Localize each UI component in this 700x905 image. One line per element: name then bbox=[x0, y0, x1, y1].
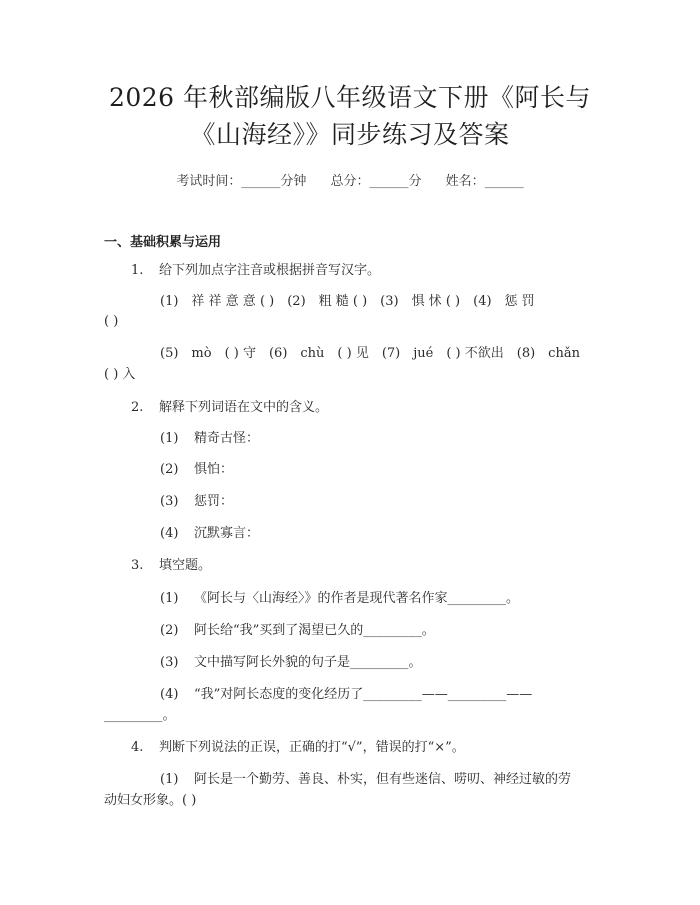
item-text: 阿长给“我”买到了渴望已久的_________。 bbox=[194, 623, 435, 638]
exam-info bbox=[0, 170, 700, 189]
item-number: (3) bbox=[160, 655, 179, 670]
item-text: 沉默寡言： bbox=[194, 526, 260, 541]
item-number: (2) bbox=[160, 623, 179, 638]
item-text: 惩罚： bbox=[194, 494, 234, 509]
question-text: 判断下列说法的正误，正确的打“√”，错误的打“×”。 bbox=[159, 740, 465, 755]
q1-row2: (5) mò ( ) 守 (6) chù ( ) 见 (7) jué ( ) 不欲出 (8) chǎn bbox=[160, 346, 580, 361]
exam-time: 考试时间：______分钟 bbox=[176, 174, 307, 189]
question-number: 3. bbox=[131, 558, 144, 573]
item-number: (1) bbox=[160, 772, 179, 787]
question-2 bbox=[131, 399, 328, 417]
item-text: “我”对阿长态度的变化经历了_________——_________—— bbox=[194, 687, 533, 702]
question-3 bbox=[131, 557, 211, 575]
q4-item-cont: 动妇女形象。( ) bbox=[104, 793, 197, 808]
question-number: 1. bbox=[131, 263, 144, 278]
document-title-line1: 2026 年秋部编版八年级语文下册《阿长与 bbox=[108, 83, 592, 112]
document-title-line2: 《山海经》》同步练习及答案 bbox=[190, 120, 510, 149]
q2-item bbox=[160, 430, 259, 448]
q3-item4-cont: _________。 bbox=[104, 708, 176, 723]
question-text: 填空题。 bbox=[159, 558, 212, 573]
item-number: (1) bbox=[160, 431, 179, 446]
q2-item bbox=[160, 461, 233, 479]
question-1 bbox=[131, 262, 380, 280]
q3-item bbox=[160, 622, 435, 640]
question-number: 2. bbox=[131, 400, 144, 415]
section-heading: 一、基础积累与运用 bbox=[104, 235, 222, 250]
q2-item bbox=[160, 525, 259, 543]
exam-score: 总分：______分 bbox=[330, 174, 422, 189]
q3-item bbox=[160, 590, 519, 608]
q2-item bbox=[160, 493, 233, 511]
q1-row2-cont: ( ) 入 bbox=[104, 367, 136, 382]
q1-row1: (1) 祥 祥 意 意 ( ) (2) 粗 糙 ( ) (3) 惧 怵 ( ) (4) 惩 罚 bbox=[160, 294, 535, 309]
q1-row1-cont: ( ) bbox=[104, 314, 119, 329]
question-text: 给下列加点字注音或根据拼音写汉字。 bbox=[159, 263, 381, 278]
q3-item bbox=[160, 686, 532, 704]
item-text: 文中描写阿长外貌的句子是_________。 bbox=[194, 655, 422, 670]
item-number: (4) bbox=[160, 526, 179, 541]
item-text: 《阿长与〈山海经〉》的作者是现代著名作家_________。 bbox=[194, 591, 520, 606]
item-number: (3) bbox=[160, 494, 179, 509]
question-number: 4. bbox=[131, 740, 144, 755]
exam-name: 姓名：______ bbox=[445, 174, 524, 189]
item-text: 精奇古怪： bbox=[194, 431, 260, 446]
item-number: (4) bbox=[160, 687, 179, 702]
item-number: (2) bbox=[160, 462, 179, 477]
item-text: 阿长是一个勤劳、善良、朴实，但有些迷信、唠叨、神经过敏的劳 bbox=[194, 772, 572, 787]
item-number: (1) bbox=[160, 591, 179, 606]
item-text: 惧怕： bbox=[194, 462, 234, 477]
question-4 bbox=[131, 739, 465, 757]
q4-item bbox=[160, 771, 571, 789]
question-text: 解释下列词语在文中的含义。 bbox=[159, 400, 329, 415]
q3-item bbox=[160, 654, 422, 672]
